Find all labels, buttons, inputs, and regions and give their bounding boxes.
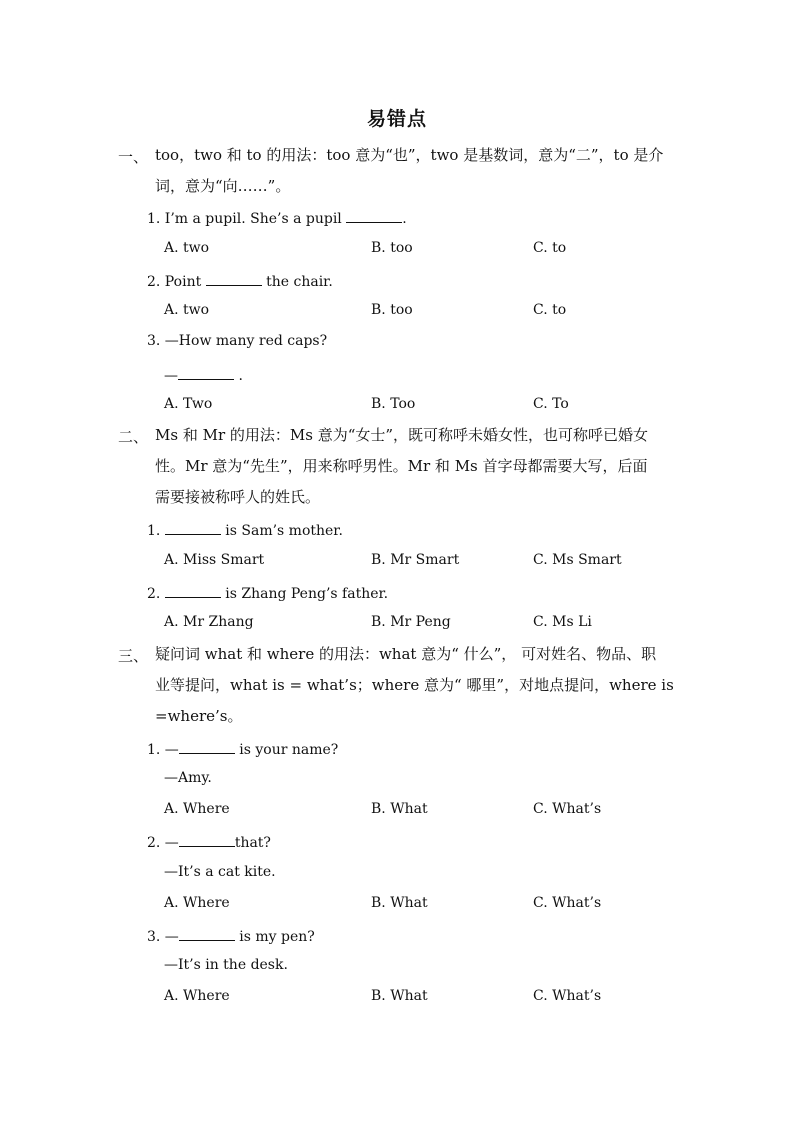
option-c[interactable]: C. What’s (533, 801, 602, 817)
option-c[interactable]: C. Ms Smart (533, 552, 622, 568)
dash: — (164, 368, 178, 384)
option-b[interactable]: B. too (371, 240, 413, 256)
question-text: 3. — (147, 929, 179, 945)
option-b[interactable]: B. What (371, 895, 428, 911)
answer-blank[interactable] (179, 926, 235, 941)
option-c[interactable]: C. to (533, 302, 567, 318)
option-a[interactable]: A. Where (164, 988, 230, 1004)
answer-blank[interactable] (179, 832, 235, 847)
option-a[interactable]: A. Miss Smart (164, 552, 265, 568)
explanation-line: 业等提问，what is = what’s；where 意为“ 哪里”，对地点提问，where is (155, 676, 674, 694)
answer-blank[interactable] (179, 739, 235, 754)
question-text: is my pen? (234, 929, 315, 945)
option-c[interactable]: C. What’s (533, 988, 602, 1004)
option-a[interactable]: A. Two (164, 396, 213, 412)
option-a[interactable]: A. Mr Zhang (164, 614, 254, 630)
section-number: 二、 (118, 428, 149, 446)
question (147, 271, 333, 290)
option-c[interactable]: C. What’s (533, 895, 602, 911)
option-a[interactable]: A. two (164, 240, 210, 256)
question-text: 2. — (147, 835, 179, 851)
explanation-line: 词，意为“向……”。 (155, 177, 291, 195)
answer-blank[interactable] (206, 271, 262, 286)
response-line: —It’s a cat kite. (164, 864, 276, 880)
answer-blank[interactable] (165, 583, 221, 598)
section-explanation (155, 420, 675, 513)
option-a[interactable]: A. two (164, 302, 210, 318)
question-text: 2. Point (147, 274, 206, 290)
section-explanation (155, 639, 675, 732)
question (147, 926, 315, 945)
response-line: —It’s in the desk. (164, 957, 288, 973)
option-b[interactable]: B. Too (371, 396, 416, 412)
explanation-line: 性。Mr 意为“先生”，用来称呼男性。Mr 和 Ms 首字母都需要大写，后面 (155, 457, 648, 475)
option-b[interactable]: B. What (371, 801, 428, 817)
explanation-line: Ms 和 Mr 的用法：Ms 意为“女士”，既可称呼未婚女性，也可称呼已婚女 (155, 426, 649, 444)
question-text: the chair. (261, 274, 333, 290)
option-b[interactable]: B. Mr Peng (371, 614, 451, 630)
response-line (164, 365, 243, 384)
question-text: 3. —How many red caps? (147, 333, 328, 349)
option-c[interactable]: C. Ms Li (533, 614, 592, 630)
option-b[interactable]: B. too (371, 302, 413, 318)
answer-blank[interactable] (346, 208, 402, 223)
answer-blank[interactable] (165, 520, 221, 535)
explanation-line: =where’s。 (155, 707, 243, 725)
option-b[interactable]: B. What (371, 988, 428, 1004)
question-text: that? (234, 835, 271, 851)
section-explanation (155, 140, 675, 202)
question (147, 583, 388, 602)
question (147, 208, 407, 227)
page-title: 易错点 (366, 108, 427, 130)
option-c[interactable]: C. to (533, 240, 567, 256)
explanation-line: 需要接被称呼人的姓氏。 (155, 488, 321, 506)
response-line: —Amy. (164, 770, 212, 786)
option-a[interactable]: A. Where (164, 895, 230, 911)
question (147, 520, 343, 539)
section-number: 一、 (118, 148, 149, 166)
section-number: 三、 (118, 647, 149, 665)
option-b[interactable]: B. Mr Smart (371, 552, 460, 568)
question-text: 1. — (147, 742, 179, 758)
explanation-line: too，two 和 to 的用法：too 意为“也”，two 是基数词，意为“二”，to 是介 (155, 146, 664, 164)
question (147, 832, 271, 851)
question (147, 739, 338, 758)
option-a[interactable]: A. Where (164, 801, 230, 817)
question-text: 1. I’m a pupil. She’s a pupil (147, 211, 347, 227)
question-text: is Zhang Peng’s father. (220, 586, 389, 602)
question-text: . (402, 211, 407, 227)
question-text: is your name? (234, 742, 339, 758)
punctuation: . (234, 368, 243, 384)
question-text: 2. (147, 586, 165, 602)
explanation-line: 疑问词 what 和 where 的用法：what 意为“ 什么”， 可对姓名、物品、职 (155, 645, 657, 663)
option-c[interactable]: C. To (533, 396, 569, 412)
answer-blank[interactable] (178, 365, 234, 380)
question-text: 1. (147, 523, 165, 539)
question-text: is Sam’s mother. (220, 523, 343, 539)
